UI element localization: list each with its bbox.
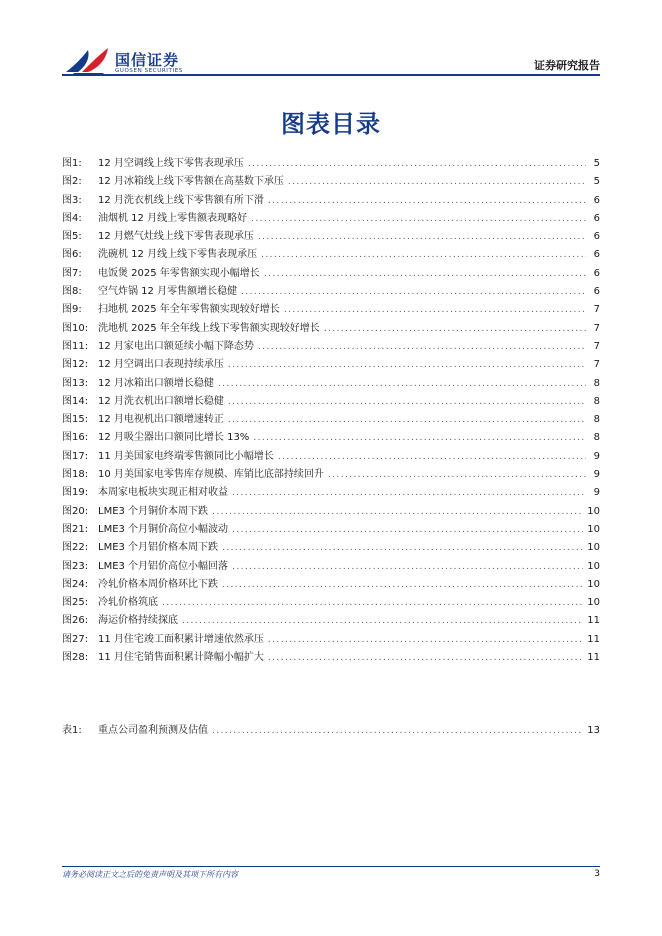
figure-entry-title: 扫地机 2025 年全年零售额实现较好增长 [98, 304, 280, 316]
figure-entry-label: 图3: [62, 194, 82, 206]
figure-entry-leader-dots [228, 415, 586, 425]
figure-entry-page-number: 10 [587, 597, 600, 609]
report-type: 证券研究报告 [534, 59, 600, 72]
figure-entry[interactable] [62, 337, 600, 355]
figure-entry[interactable] [62, 209, 600, 227]
figure-entry-leader-dots [212, 507, 583, 517]
figure-entry-leader-dots [278, 452, 586, 462]
figure-entry[interactable] [62, 465, 600, 483]
logo-chinese-name: 国信证券 [115, 51, 180, 69]
figure-entry-page-number: 8 [593, 377, 600, 389]
figure-entry-page-number: 10 [587, 560, 600, 572]
figure-entry-page-number: 7 [593, 340, 600, 352]
figure-entry-label: 图20: [62, 505, 89, 517]
figure-entry-title: 油烟机 12 月线上零售额表现略好 [98, 212, 248, 224]
figure-entry-leader-dots [268, 653, 583, 663]
figure-entry-page-number: 8 [593, 432, 600, 444]
figure-entry-title: 12 月空调出口表现持续承压 [98, 359, 224, 371]
figure-entry-title: LME3 个月铝价高位小幅回落 [98, 560, 229, 572]
figure-entry-leader-dots [228, 360, 586, 370]
figure-entry-label: 图26: [62, 615, 89, 627]
figure-entry-leader-dots [324, 324, 586, 334]
figure-entry-page-number: 6 [593, 194, 600, 206]
figure-entry[interactable] [62, 374, 600, 392]
figure-entry[interactable] [62, 447, 600, 465]
page-title: 图表目录 [281, 110, 381, 138]
figure-entry[interactable] [62, 502, 600, 520]
figure-entry-page-number: 9 [593, 450, 600, 462]
figure-entry[interactable] [62, 172, 600, 190]
figure-entry-leader-dots [232, 525, 583, 535]
figure-entry-title: 11 月住宅竣工面积累计增速依然承压 [98, 633, 264, 645]
figure-entry-leader-dots [232, 488, 586, 498]
figure-entry-label: 图23: [62, 560, 89, 572]
figure-entry-title: 12 月燃气灶线上线下零售表现承压 [98, 231, 254, 243]
figure-entry[interactable] [62, 483, 600, 501]
figure-entry-label: 图11: [62, 340, 89, 352]
table-list [62, 721, 600, 739]
figure-entry[interactable] [62, 355, 600, 373]
figure-entry-label: 图18: [62, 469, 89, 481]
company-logo [64, 44, 184, 76]
figure-entry[interactable] [62, 191, 600, 209]
figure-entry-leader-dots [264, 269, 586, 279]
figure-entry-page-number: 11 [587, 652, 600, 664]
figure-entry-page-number: 5 [593, 158, 600, 169]
footer-divider [62, 866, 600, 867]
figure-entry-label: 图12: [62, 359, 89, 371]
figure-entry[interactable] [62, 392, 600, 410]
figure-entry-label: 图27: [62, 633, 89, 645]
table-entry-page-number: 13 [587, 725, 600, 736]
figure-entry-page-number: 10 [587, 578, 600, 590]
figure-entry-title: 冷轧价格筑底 [98, 597, 158, 609]
figure-entry-leader-dots [253, 433, 586, 443]
figure-entry-leader-dots [268, 196, 586, 206]
figure-entry-page-number: 8 [593, 395, 600, 407]
figure-entry-title: 海运价格持续探底 [98, 615, 178, 627]
figure-entry[interactable] [62, 575, 600, 593]
figure-entry-title: 11 月住宅销售面积累计降幅小幅扩大 [98, 652, 264, 664]
figure-entry-page-number: 7 [593, 304, 600, 316]
figure-entry-title: 12 月洗衣机线上线下零售额有所下滑 [98, 194, 264, 206]
figure-entry-label: 图6: [62, 249, 82, 261]
figure-entry-title: 12 月洗衣机出口额增长稳健 [98, 395, 224, 407]
figure-entry-page-number: 5 [593, 176, 600, 188]
figure-entry-label: 图10: [62, 322, 89, 334]
figure-entry-label: 图8: [62, 286, 82, 298]
figure-entry[interactable] [62, 557, 600, 575]
logo-english-name: GUOSEN SECURITIES [115, 68, 183, 74]
table-entry-leader-dots [212, 726, 583, 736]
figure-entry-page-number: 6 [593, 231, 600, 243]
figure-entry-label: 图28: [62, 652, 89, 664]
figure-entry-title: 12 月冰箱出口额增长稳健 [98, 377, 214, 389]
figure-entry-title: 12 月家电出口额延续小幅下降态势 [98, 340, 254, 352]
figure-entry[interactable] [62, 282, 600, 300]
page-header [0, 0, 662, 80]
figure-entry-title: 本周家电板块实现正相对收益 [98, 487, 228, 499]
figure-entry-leader-dots [241, 287, 586, 297]
figure-list [62, 154, 600, 666]
figure-entry-leader-dots [284, 305, 586, 315]
figure-entry-title: 电饭煲 2025 年零售额实现小幅增长 [98, 267, 260, 279]
figure-entry-leader-dots [162, 598, 583, 608]
footer-disclaimer: 请务必阅读正文之后的免责声明及其项下所有内容 [62, 870, 238, 879]
header-divider [62, 74, 600, 76]
figure-entry-label: 图1: [62, 158, 82, 169]
figure-entry-label: 图9: [62, 304, 82, 316]
figure-entry-leader-dots [328, 470, 586, 480]
figure-entry-leader-dots [222, 543, 583, 553]
figure-entry-page-number: 8 [593, 414, 600, 426]
figure-entry-label: 图17: [62, 450, 89, 462]
figure-entry-leader-dots [232, 562, 583, 572]
figure-entry-label: 图25: [62, 597, 89, 609]
figure-entry-title: LME3 个月铜价本周下跌 [98, 505, 209, 517]
figure-entry-page-number: 9 [593, 469, 600, 481]
figure-entry-label: 图16: [62, 432, 89, 444]
figure-entry[interactable] [62, 319, 600, 337]
figure-entry[interactable] [62, 428, 600, 446]
figure-entry-page-number: 9 [593, 487, 600, 499]
figure-entry-label: 图21: [62, 523, 89, 535]
figure-entry-title: 洗碗机 12 月线上线下零售表现承压 [98, 249, 258, 261]
figure-entry-leader-dots [251, 214, 586, 224]
figure-entry-label: 图24: [62, 578, 89, 590]
figure-entry-title: LME3 个月铝价格本周下跌 [98, 542, 219, 554]
figure-entry-page-number: 10 [587, 542, 600, 554]
figure-entry-page-number: 7 [593, 359, 600, 371]
figure-entry-title: 洗地机 2025 年全年线上线下零售额实现较好增长 [98, 322, 320, 334]
figure-entry-label: 图14: [62, 395, 89, 407]
figure-entry-page-number: 6 [593, 249, 600, 261]
figure-entry-label: 图19: [62, 487, 89, 499]
figure-entry-label: 图13: [62, 377, 89, 389]
figure-entry-leader-dots [182, 616, 583, 626]
figure-entry[interactable] [62, 593, 600, 611]
figure-entry[interactable] [62, 520, 600, 538]
table-entry[interactable] [62, 721, 600, 739]
figure-entry-leader-dots [258, 232, 586, 242]
figure-entry-page-number: 10 [587, 523, 600, 535]
figure-entry-title: 12 月吸尘器出口额同比增长 13% [98, 432, 250, 444]
figure-entry-leader-dots [248, 159, 586, 169]
figure-entry-page-number: 6 [593, 286, 600, 298]
figure-entry-title: 11 月美国家电终端零售额同比小幅增长 [98, 450, 274, 462]
figure-entry-label: 图2: [62, 176, 82, 188]
figure-entry-title: 12 月电视机出口额增速转正 [98, 414, 224, 426]
figure-entry-title: LME3 个月铜价高位小幅波动 [98, 523, 229, 535]
figure-entry-page-number: 10 [587, 505, 600, 517]
figure-entry-page-number: 11 [587, 633, 600, 645]
figure-entry-label: 图5: [62, 231, 82, 243]
figure-entry-page-number: 7 [593, 322, 600, 334]
figure-entry[interactable] [62, 538, 600, 556]
figure-entry[interactable] [62, 264, 600, 282]
figure-entry-leader-dots [218, 379, 586, 389]
figure-entry-label: 图22: [62, 542, 89, 554]
figure-entry[interactable] [62, 630, 600, 648]
figure-entry-leader-dots [288, 177, 586, 187]
figure-entry[interactable] [62, 245, 600, 263]
guosen-logo-icon [64, 44, 112, 76]
table-entry-title: 重点公司盈利预测及估值 [98, 725, 208, 736]
figure-entry[interactable] [62, 611, 600, 629]
figure-entry-leader-dots [228, 397, 586, 407]
figure-entry[interactable] [62, 227, 600, 245]
figure-entry-label: 图15: [62, 414, 89, 426]
figure-entry-leader-dots [258, 342, 586, 352]
page-number: 3 [594, 869, 600, 879]
figure-entry-leader-dots [261, 250, 586, 260]
figure-entry-page-number: 11 [587, 615, 600, 627]
figure-entry-page-number: 6 [593, 267, 600, 279]
figure-entry[interactable] [62, 410, 600, 428]
figure-entry[interactable] [62, 300, 600, 318]
figure-entry[interactable] [62, 648, 600, 666]
figure-entry-leader-dots [222, 580, 583, 590]
table-entry-label: 表1: [62, 725, 82, 736]
figure-entry-title: 10 月美国家电零售库存规模、库销比底部持续回升 [98, 469, 324, 481]
figure-entry-label: 图7: [62, 267, 82, 279]
figure-entry[interactable] [62, 154, 600, 172]
figure-entry-title: 冷轧价格本周价格环比下跌 [98, 578, 218, 590]
figure-entry-label: 图4: [62, 212, 82, 224]
figure-entry-page-number: 6 [593, 212, 600, 224]
figure-entry-title: 12 月空调线上线下零售表现承压 [98, 158, 244, 169]
figure-entry-leader-dots [268, 635, 583, 645]
figure-entry-title: 12 月冰箱线上线下零售额在高基数下承压 [98, 176, 284, 188]
figure-entry-title: 空气炸锅 12 月零售额增长稳健 [98, 286, 238, 298]
